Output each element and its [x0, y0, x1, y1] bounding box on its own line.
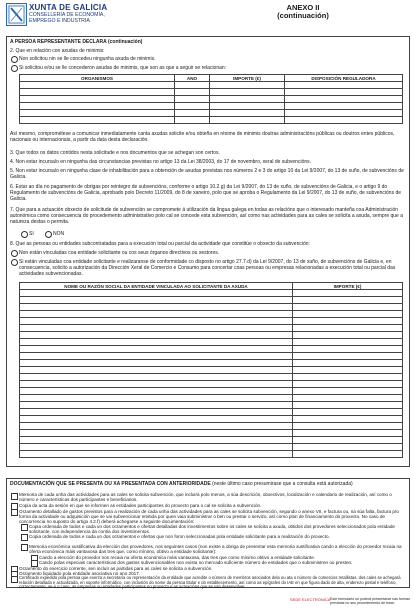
- minimis-no-label: Non solicitou nin se lle concedeu ningunha axuda de minimis.: [19, 56, 156, 62]
- table-row[interactable]: [20, 96, 403, 103]
- doc-item-3: Orzamento detallado de gastos previstos para a realización de cada unha das actividades para as cales se solicita subvención, segundo o anexo VII, e factura ou, na súa falta, factura pro forma da actividade ou adquisición que se vai subvencionar emitida por quen vaia subministrar o ben ou prestar o servizo, así como plan de financiamento do proxecto. No caso de concorrencia no suposto do artigo 4.2.f) deberá achegarse a seguinte documentación:: [19, 509, 399, 524]
- table-row[interactable]: [20, 89, 403, 96]
- page-header: [6, 3, 410, 29]
- minimis-table: [19, 74, 403, 124]
- commitment-text: Así mesmo, comprométese a comunicar inmediatamente canta axudas solicite e/ou obteña en réxime de minimis doutras administracións públicas ou doutros entes públicos, nacionais ou internacionais, a partir da data desta declaración.: [10, 131, 395, 143]
- doc-item-3c-i: Cando a elección do provedor non recaia na oferta económica máis vantaxosa, das tres que como mínimo obtivo a entidade solicitante.: [39, 555, 316, 560]
- item-6-text: 6. Estar ao día no pagamento de obrigas por reintegro de subvencións, conforme o artigo 10.2.g) da Lei 9/2007, do 13 de xuño, de subvencións de Galicia, e o artigo 9 do Regulamento de subvencións de Galicia, aprobado polo Decreto 11/2009, do 8 de xaneiro, polo que se aproba o Regulamento da Lei 9/2007, do 13 de xuño, de subvencións de Galicia.: [10, 184, 402, 202]
- vinculadas-table: [19, 282, 403, 458]
- table-row[interactable]: [20, 367, 403, 374]
- doc-subcheckbox[interactable]: [21, 524, 28, 531]
- table-row[interactable]: [20, 110, 403, 117]
- table-row[interactable]: [20, 346, 403, 353]
- table-row[interactable]: [20, 416, 403, 423]
- vinculadas-yes-label: Si están vinculadas coa entidade solicitante e realizaranse de conformidade co disposto no artigo 27.7.d) da Lei 9/2007, do 13 de xuño, de subvencións de Galicia e, en consecuencia, solicito a autorización da Dirección Xeral de Comercio e Consumo para concertar coas persoas ou empresas relacionadas a execución total ou parcial das actividades subvencionadas.: [19, 259, 396, 277]
- table-row[interactable]: [20, 332, 403, 339]
- table-row[interactable]: [20, 444, 403, 451]
- doc-item-3c-ii: Cando polas especiais características dos gastos subvencionables non exista no mercado suficiente número de entidades que o subministren ou presten.: [39, 560, 353, 565]
- section-title: A PERSOA REPRESENTANTE DECLARA (continuación): [10, 39, 143, 45]
- minimis-yes-radio[interactable]: [11, 65, 18, 72]
- xunta-logo-icon: [6, 3, 27, 26]
- vinculadas-no-label: Non están vinculadas coa entidade solicitante ou cos seus órganos directivos ou xestores.: [19, 250, 220, 256]
- org-department: CONSELLERÍA DE ECONOMÍA, EMPREGO E INDUSTRIA: [29, 12, 105, 24]
- minimis-no-radio[interactable]: [11, 56, 18, 63]
- vinculadas-no-radio[interactable]: [11, 250, 18, 257]
- doc-item-3c: Memoria económica xustificativa da elección dos provedores, nos seguintes casos (non existe a obriga de presentar esta memoria xustificativa cando a elección do provedor recaia na oferta económica máis vantaxosa das tres que, como mínimo, obtivo a entidade solicitante):: [29, 544, 402, 554]
- doc-subcheckbox[interactable]: [21, 544, 28, 551]
- documentation-section: [6, 478, 410, 588]
- doc-subcheckbox[interactable]: [21, 534, 28, 541]
- col-importe: IMPORTE (€): [210, 75, 285, 82]
- item-7-text: 7. Que para a actuación obxecto de solicitude de subvención se compromete á utilización da lingua galega en todas as relacións que o interesado manteña coa Administración autonómica como consecuencia do procedemento administrativo polo cal se concede esta subvención, así como nas actividades para as cales se solicita a axuda, sempre que a natureza destas o permita.: [10, 207, 404, 225]
- table-row[interactable]: [20, 311, 403, 318]
- item-2-text: 2. Que en relación con axudas de minimis:: [10, 48, 105, 54]
- doc-checkbox[interactable]: [11, 576, 18, 583]
- item-3-text: 3. Que todos os datos contidos nesta solicitude e nos documentos que se achegan son certos.: [10, 150, 220, 156]
- doc-item-6: Certificado expedido pola persoa que exerza a secretaría ou representación da entidade que acredite o número de membros asociados dela ou ata o número de comercios retallistas, dos cales se achegará relación detallada e actualizada, en soporte informático, con inclusión do nome da persoa titular e do establecemento, así como as epígrafes do IAE en que figura dado de alta, enderezo postal e teléfono, correctamente, se é o caso, as empresas ou entidades participantes no proxecto e as actuacións que se van desenvolver.: [19, 575, 401, 589]
- table-row[interactable]: [20, 82, 403, 89]
- lingua-non-radio[interactable]: [45, 231, 52, 238]
- col-organismos: ORGANISMOS: [20, 75, 175, 82]
- col-importe-entidade: IMPORTE (€): [293, 283, 403, 290]
- doc-item-5: Orzamento liquidado pola entidade asociativa no ano 2017.: [19, 571, 141, 576]
- table-row[interactable]: [20, 423, 403, 430]
- doc-item-2: Copia da acta da sesión en que se informen as entidades participantes do proxecto para o cal se solicita a subvención.: [19, 503, 262, 508]
- table-row[interactable]: [20, 360, 403, 367]
- col-ano: ANO: [175, 75, 210, 82]
- col-nome-entidade: NOME OU RAZÓN SOCIAL DA ENTIDADE VINCULADA AO SOLICITANTE DA AXUDA: [20, 283, 293, 290]
- doc-item-1: Memoria de cada unha das actividades para as cales se solicita subvención, que incluirá polo menos, a súa descrición, obxectivos, localización e calendario de realización, así como o número e características dos participantes e beneficiarios.: [19, 492, 392, 502]
- item-4-text: 4. Non estar incursa/o en ningunha das circunstancias previstas no artigo 13 da Lei 38/2003, do 17 de novembro, xeral de subvencións.: [10, 159, 312, 165]
- org-title: XUNTA DE GALICIA: [29, 3, 108, 12]
- table-row[interactable]: [20, 395, 403, 402]
- table-row[interactable]: [20, 402, 403, 409]
- item-8-text: 8. Que as persoas ou entidades subcontratadas para a execución total ou parcial da actividade que constitúe o obxecto da subvención:: [10, 241, 310, 247]
- table-row[interactable]: [20, 451, 403, 458]
- table-row[interactable]: [20, 409, 403, 416]
- table-row[interactable]: [20, 374, 403, 381]
- table-row[interactable]: [20, 381, 403, 388]
- table-row[interactable]: [20, 103, 403, 110]
- table-row[interactable]: [20, 388, 403, 395]
- table-row[interactable]: [20, 290, 403, 297]
- table-row[interactable]: [20, 339, 403, 346]
- sede-electronica-logo: SEDE ELECTRÓNICA: [290, 597, 331, 602]
- lingua-non-label: NON: [53, 231, 65, 237]
- minimis-yes-label: Si solicitou e/ou se lle concederon axudas de minimis, que son as que a seguir se relacionan:: [19, 65, 227, 71]
- doc-item-3a: Copia ordenada de todos e cada un dos orzamentos e ofertas detalladas dos investimentos sobre os cales se solicita a axuda, obtidos dos provedores seleccionados pola entidade solicitante, con independencia da contía dos investimentos.: [29, 524, 395, 534]
- vinculadas-yes-radio[interactable]: [11, 259, 18, 266]
- table-row[interactable]: [20, 430, 403, 437]
- table-row[interactable]: [20, 117, 403, 124]
- table-row[interactable]: [20, 318, 403, 325]
- table-row[interactable]: [20, 297, 403, 304]
- doc-checkbox[interactable]: [11, 509, 18, 516]
- item-5-text: 5. Non estar incursa/o en ningunha clase de inhabilitación para a obtención de axudas previstas nos números 2 e 3 do artigo 10 da Lei 9/2007, do 13 de xuño, de subvencións de Galicia.: [10, 168, 404, 180]
- table-row[interactable]: [20, 325, 403, 332]
- annex-title: ANEXO II (continuación): [277, 3, 329, 20]
- lingua-si-label: SI: [29, 231, 34, 237]
- lingua-si-radio[interactable]: [21, 231, 28, 238]
- footer-note: Este formulario só poderá presentarse nas formas previstas no seu procedemento de traxe.: [330, 597, 410, 605]
- documentation-title: DOCUMENTACIÓN QUE SE PRESENTA OU XA PRESENTADA CON ANTERIORIDADE (neste último caso presumirase que a consulta está autorizada): [10, 481, 353, 487]
- table-row[interactable]: [20, 437, 403, 444]
- col-disposicion: DISPOSICIÓN REGULADORA: [285, 75, 403, 82]
- representative-declaration-section: [6, 36, 410, 467]
- doc-item-4: Orzamento do exercicio corrente, sen incluír as partidas para as cales se solicita a subvención.: [19, 566, 213, 571]
- table-row[interactable]: [20, 304, 403, 311]
- doc-checkbox[interactable]: [11, 493, 18, 500]
- doc-item-3b: Copia ordenada de todos e cada un dos orzamentos e ofertas que non foron seleccionadas pola entidade solicitante para a realización do proxecto.: [29, 534, 330, 539]
- table-row[interactable]: [20, 353, 403, 360]
